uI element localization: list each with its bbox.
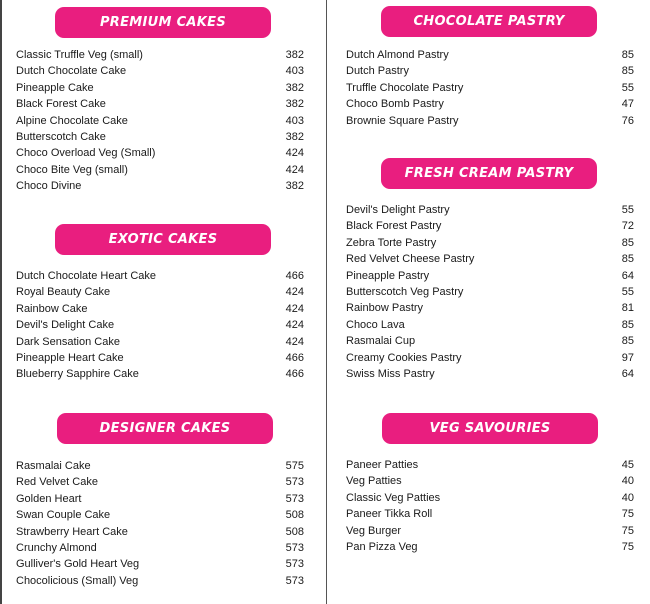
item-name: Strawberry Heart Cake [16,525,128,538]
item-name: Chocolicious (Small) Veg [16,574,139,587]
menu-item [346,251,634,267]
menu-item [16,540,304,556]
veg-savouries-header: VEG SAVOURIES [382,413,598,444]
menu-item [16,458,304,474]
item-name: Dutch Chocolate Cake [16,65,127,78]
item-price: 573 [285,476,304,489]
item-price: 575 [285,460,304,472]
item-name: Butterscotch Veg Pastry [346,285,464,298]
item-price: 72 [621,220,634,233]
item-price: 424 [285,319,304,332]
menu-item [346,63,634,79]
item-name: Blueberry Sapphire Cake [16,368,139,381]
menu-item [346,268,634,284]
item-name: Swan Couple Cake [16,509,111,522]
item-name: Butterscotch Cake [16,130,106,143]
item-name: Swiss Miss Pastry [346,367,435,380]
item-price: 573 [285,492,304,505]
item-price: 466 [285,368,304,381]
item-price: 508 [285,509,304,522]
item-name: Choco Lava [346,318,405,331]
menu-item [16,96,304,112]
menu-item [346,96,634,112]
item-name: Choco Divine [16,180,82,193]
menu-item [346,300,634,316]
page-edge [0,0,2,604]
item-price: 45 [621,459,634,471]
exotic-cakes-header: EXOTIC CAKES [55,224,271,255]
menu-item [16,63,304,79]
menu-item [346,218,634,234]
menu-item [16,178,304,194]
item-name: Choco Overload Veg (Small) [16,147,156,160]
designer-cakes-list [16,458,304,589]
menu-item [16,366,304,382]
item-name: Pineapple Pastry [346,269,430,282]
item-price: 85 [621,236,634,249]
item-price: 424 [285,147,304,160]
item-name: Paneer Patties [346,459,419,471]
item-name: Brownie Square Pastry [346,114,459,127]
menu-item [16,129,304,145]
item-name: Red Velvet Cheese Pastry [346,253,475,266]
item-price: 573 [285,574,304,587]
item-price: 466 [285,351,304,364]
column-divider [326,0,327,604]
menu-item [346,457,634,473]
menu-item [16,317,304,333]
item-price: 40 [621,491,634,504]
chocolate-pastry-header: CHOCOLATE PASTRY [381,6,597,37]
item-price: 382 [285,98,304,111]
item-name: Truffle Chocolate Pastry [346,81,464,94]
item-name: Dutch Pastry [346,65,409,78]
menu-item [16,524,304,540]
item-name: Pineapple Cake [16,81,94,94]
item-name: Veg Patties [346,475,402,488]
menu-item [16,47,304,63]
item-name: Pineapple Heart Cake [16,351,124,364]
item-price: 47 [621,98,634,111]
menu-item [16,491,304,507]
item-price: 97 [621,351,634,364]
menu-item [346,80,634,96]
designer-cakes-header: DESIGNER CAKES [57,413,273,444]
item-price: 382 [285,180,304,193]
item-price: 424 [285,302,304,315]
item-price: 424 [285,163,304,176]
item-name: Dark Sensation Cake [16,335,120,348]
item-name: Pan Pizza Veg [346,540,418,553]
item-price: 573 [285,541,304,554]
menu-item [346,473,634,489]
item-price: 55 [621,204,634,216]
menu-item [16,162,304,178]
item-name: Choco Bite Veg (small) [16,163,128,176]
veg-savouries-list [346,457,634,555]
item-price: 85 [621,335,634,348]
item-name: Paneer Tikka Roll [346,508,433,521]
item-name: Zebra Torte Pastry [346,236,437,249]
item-name: Red Velvet Cake [16,476,98,489]
item-price: 64 [621,269,634,282]
item-price: 76 [621,114,634,127]
menu-item [346,113,634,129]
item-price: 382 [285,81,304,94]
menu-item [346,317,634,333]
chocolate-pastry-list [346,47,634,129]
item-name: Crunchy Almond [16,541,97,554]
item-price: 85 [621,318,634,331]
item-price: 466 [285,270,304,282]
menu-item [16,301,304,317]
item-name: Dutch Almond Pastry [346,49,449,61]
menu-item [346,539,634,555]
menu-item [16,145,304,161]
item-name: Classic Veg Patties [346,491,441,504]
item-price: 424 [285,286,304,299]
menu-item [16,573,304,589]
menu-item [16,556,304,572]
item-price: 40 [621,475,634,488]
premium-cakes-header: PREMIUM CAKES [55,7,271,38]
menu-item [346,284,634,300]
menu-item [346,235,634,251]
item-name: Alpine Chocolate Cake [16,114,128,127]
menu-item [346,506,634,522]
item-name: Rainbow Pastry [346,302,424,315]
item-price: 75 [621,524,634,537]
item-price: 85 [621,253,634,266]
item-price: 508 [285,525,304,538]
item-name: Gulliver's Gold Heart Veg [16,558,140,571]
item-price: 55 [621,285,634,298]
item-name: Devil's Delight Pastry [346,204,450,216]
item-name: Rainbow Cake [16,302,88,315]
item-price: 424 [285,335,304,348]
item-price: 573 [285,558,304,571]
menu-item [16,284,304,300]
menu-item [346,523,634,539]
menu-item [346,202,634,218]
item-price: 85 [621,65,634,78]
item-price: 64 [621,367,634,380]
item-name: Black Forest Pastry [346,220,442,233]
item-name: Creamy Cookies Pastry [346,351,462,364]
item-name: Rasmalai Cake [16,460,91,472]
menu-item [16,80,304,96]
item-price: 403 [285,65,304,78]
exotic-cakes-list [16,268,304,383]
fresh-cream-pastry-list [346,202,634,382]
item-price: 75 [621,508,634,521]
item-price: 81 [621,302,634,315]
menu-item [16,507,304,523]
item-price: 75 [621,540,634,553]
menu-item [16,350,304,366]
fresh-cream-pastry-header: FRESH CREAM PASTRY [381,158,597,189]
menu-item [346,350,634,366]
item-price: 382 [285,49,304,61]
item-name: Devil's Delight Cake [16,319,115,332]
item-name: Royal Beauty Cake [16,286,111,299]
item-name: Choco Bomb Pastry [346,98,444,111]
item-name: Black Forest Cake [16,98,106,111]
menu-item [16,113,304,129]
menu-item [16,268,304,284]
menu-item [346,490,634,506]
item-price: 55 [621,81,634,94]
menu-item [346,47,634,63]
item-price: 382 [285,130,304,143]
menu-item [346,366,634,382]
menu-item [16,334,304,350]
item-name: Dutch Chocolate Heart Cake [16,270,157,282]
item-price: 85 [621,49,634,61]
item-name: Classic Truffle Veg (small) [16,49,143,61]
item-name: Golden Heart [16,492,82,505]
item-name: Veg Burger [346,524,402,537]
premium-cakes-list [16,47,304,195]
menu-item [16,474,304,490]
item-price: 403 [285,114,304,127]
menu-item [346,333,634,349]
item-name: Rasmalai Cup [346,335,416,348]
